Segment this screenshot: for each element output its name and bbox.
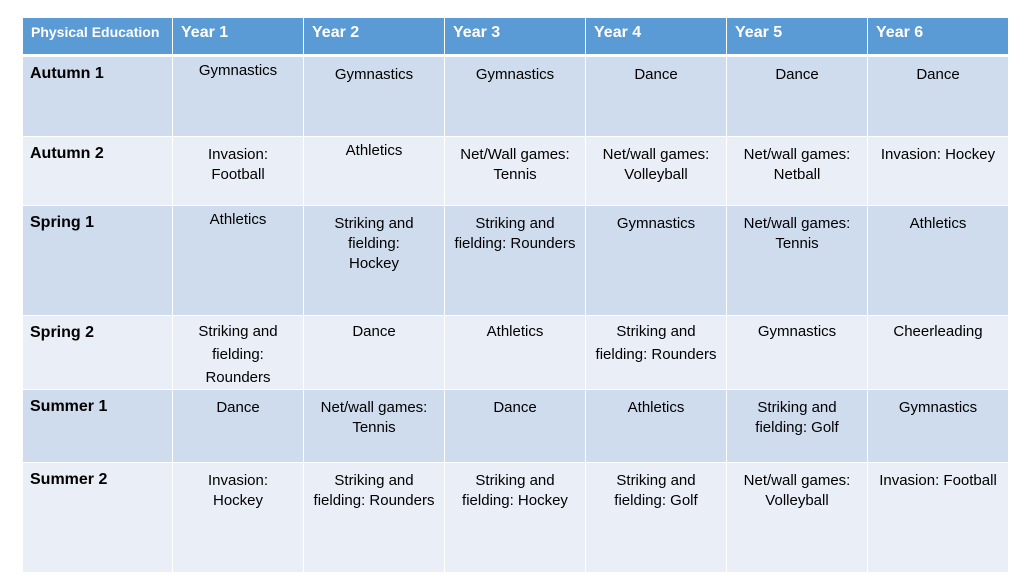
term-label: Spring 2 bbox=[23, 316, 173, 390]
activity-cell: Gymnastics bbox=[586, 206, 727, 316]
activity-cell: Dance bbox=[445, 390, 586, 463]
term-label: Autumn 1 bbox=[23, 56, 173, 137]
activity-cell: Striking and fielding: Golf bbox=[586, 463, 727, 573]
activity-cell: Dance bbox=[173, 390, 304, 463]
activity-cell: Dance bbox=[727, 56, 868, 137]
year-header: Year 2 bbox=[304, 18, 445, 56]
activity-cell: Dance bbox=[868, 56, 1009, 137]
activity-cell: Gymnastics bbox=[445, 56, 586, 137]
activity-cell: Athletics bbox=[173, 206, 304, 316]
table-row bbox=[23, 463, 1009, 573]
header-row bbox=[23, 18, 1009, 56]
corner-label: Physical Education bbox=[23, 18, 173, 56]
activity-cell: Gymnastics bbox=[304, 56, 445, 137]
activity-cell: Invasion: Hockey bbox=[868, 137, 1009, 206]
table-row bbox=[23, 56, 1009, 137]
table-row bbox=[23, 206, 1009, 316]
activity-cell: Striking and fielding: Rounders bbox=[304, 463, 445, 573]
activity-cell: Net/wall games: Netball bbox=[727, 137, 868, 206]
activity-cell: Gymnastics bbox=[868, 390, 1009, 463]
activity-cell: Striking and fielding: Rounders bbox=[586, 316, 727, 390]
activity-cell: Net/wall games: Tennis bbox=[304, 390, 445, 463]
activity-cell: Net/wall games: Tennis bbox=[727, 206, 868, 316]
activity-cell: Athletics bbox=[304, 137, 445, 206]
activity-cell: Gymnastics bbox=[727, 316, 868, 390]
year-header: Year 1 bbox=[173, 18, 304, 56]
activity-cell: Net/wall games: Volleyball bbox=[727, 463, 868, 573]
activity-cell: Gymnastics bbox=[173, 56, 304, 137]
table-row bbox=[23, 316, 1009, 390]
activity-cell: Striking and fielding: Rounders bbox=[445, 206, 586, 316]
year-header: Year 4 bbox=[586, 18, 727, 56]
table-row bbox=[23, 137, 1009, 206]
activity-cell: Dance bbox=[304, 316, 445, 390]
activity-cell: Athletics bbox=[586, 390, 727, 463]
activity-cell: Invasion: Football bbox=[868, 463, 1009, 573]
activity-cell: Athletics bbox=[445, 316, 586, 390]
year-header: Year 5 bbox=[727, 18, 868, 56]
term-label: Summer 2 bbox=[23, 463, 173, 573]
table-row bbox=[23, 390, 1009, 463]
activity-cell: Striking and fielding: Rounders bbox=[173, 316, 304, 390]
activity-cell: Invasion: Football bbox=[173, 137, 304, 206]
year-header: Year 3 bbox=[445, 18, 586, 56]
activity-cell: Athletics bbox=[868, 206, 1009, 316]
activity-cell: Dance bbox=[586, 56, 727, 137]
activity-cell: Invasion: Hockey bbox=[173, 463, 304, 573]
activity-cell: Net/Wall games: Tennis bbox=[445, 137, 586, 206]
term-label: Autumn 2 bbox=[23, 137, 173, 206]
activity-cell: Striking and fielding: Hockey bbox=[304, 206, 445, 316]
activity-cell: Striking and fielding: Golf bbox=[727, 390, 868, 463]
activity-cell: Striking and fielding: Hockey bbox=[445, 463, 586, 573]
activity-cell: Cheerleading bbox=[868, 316, 1009, 390]
activity-cell: Net/wall games: Volleyball bbox=[586, 137, 727, 206]
term-label: Spring 1 bbox=[23, 206, 173, 316]
pe-curriculum-table bbox=[22, 17, 1009, 573]
year-header: Year 6 bbox=[868, 18, 1009, 56]
term-label: Summer 1 bbox=[23, 390, 173, 463]
